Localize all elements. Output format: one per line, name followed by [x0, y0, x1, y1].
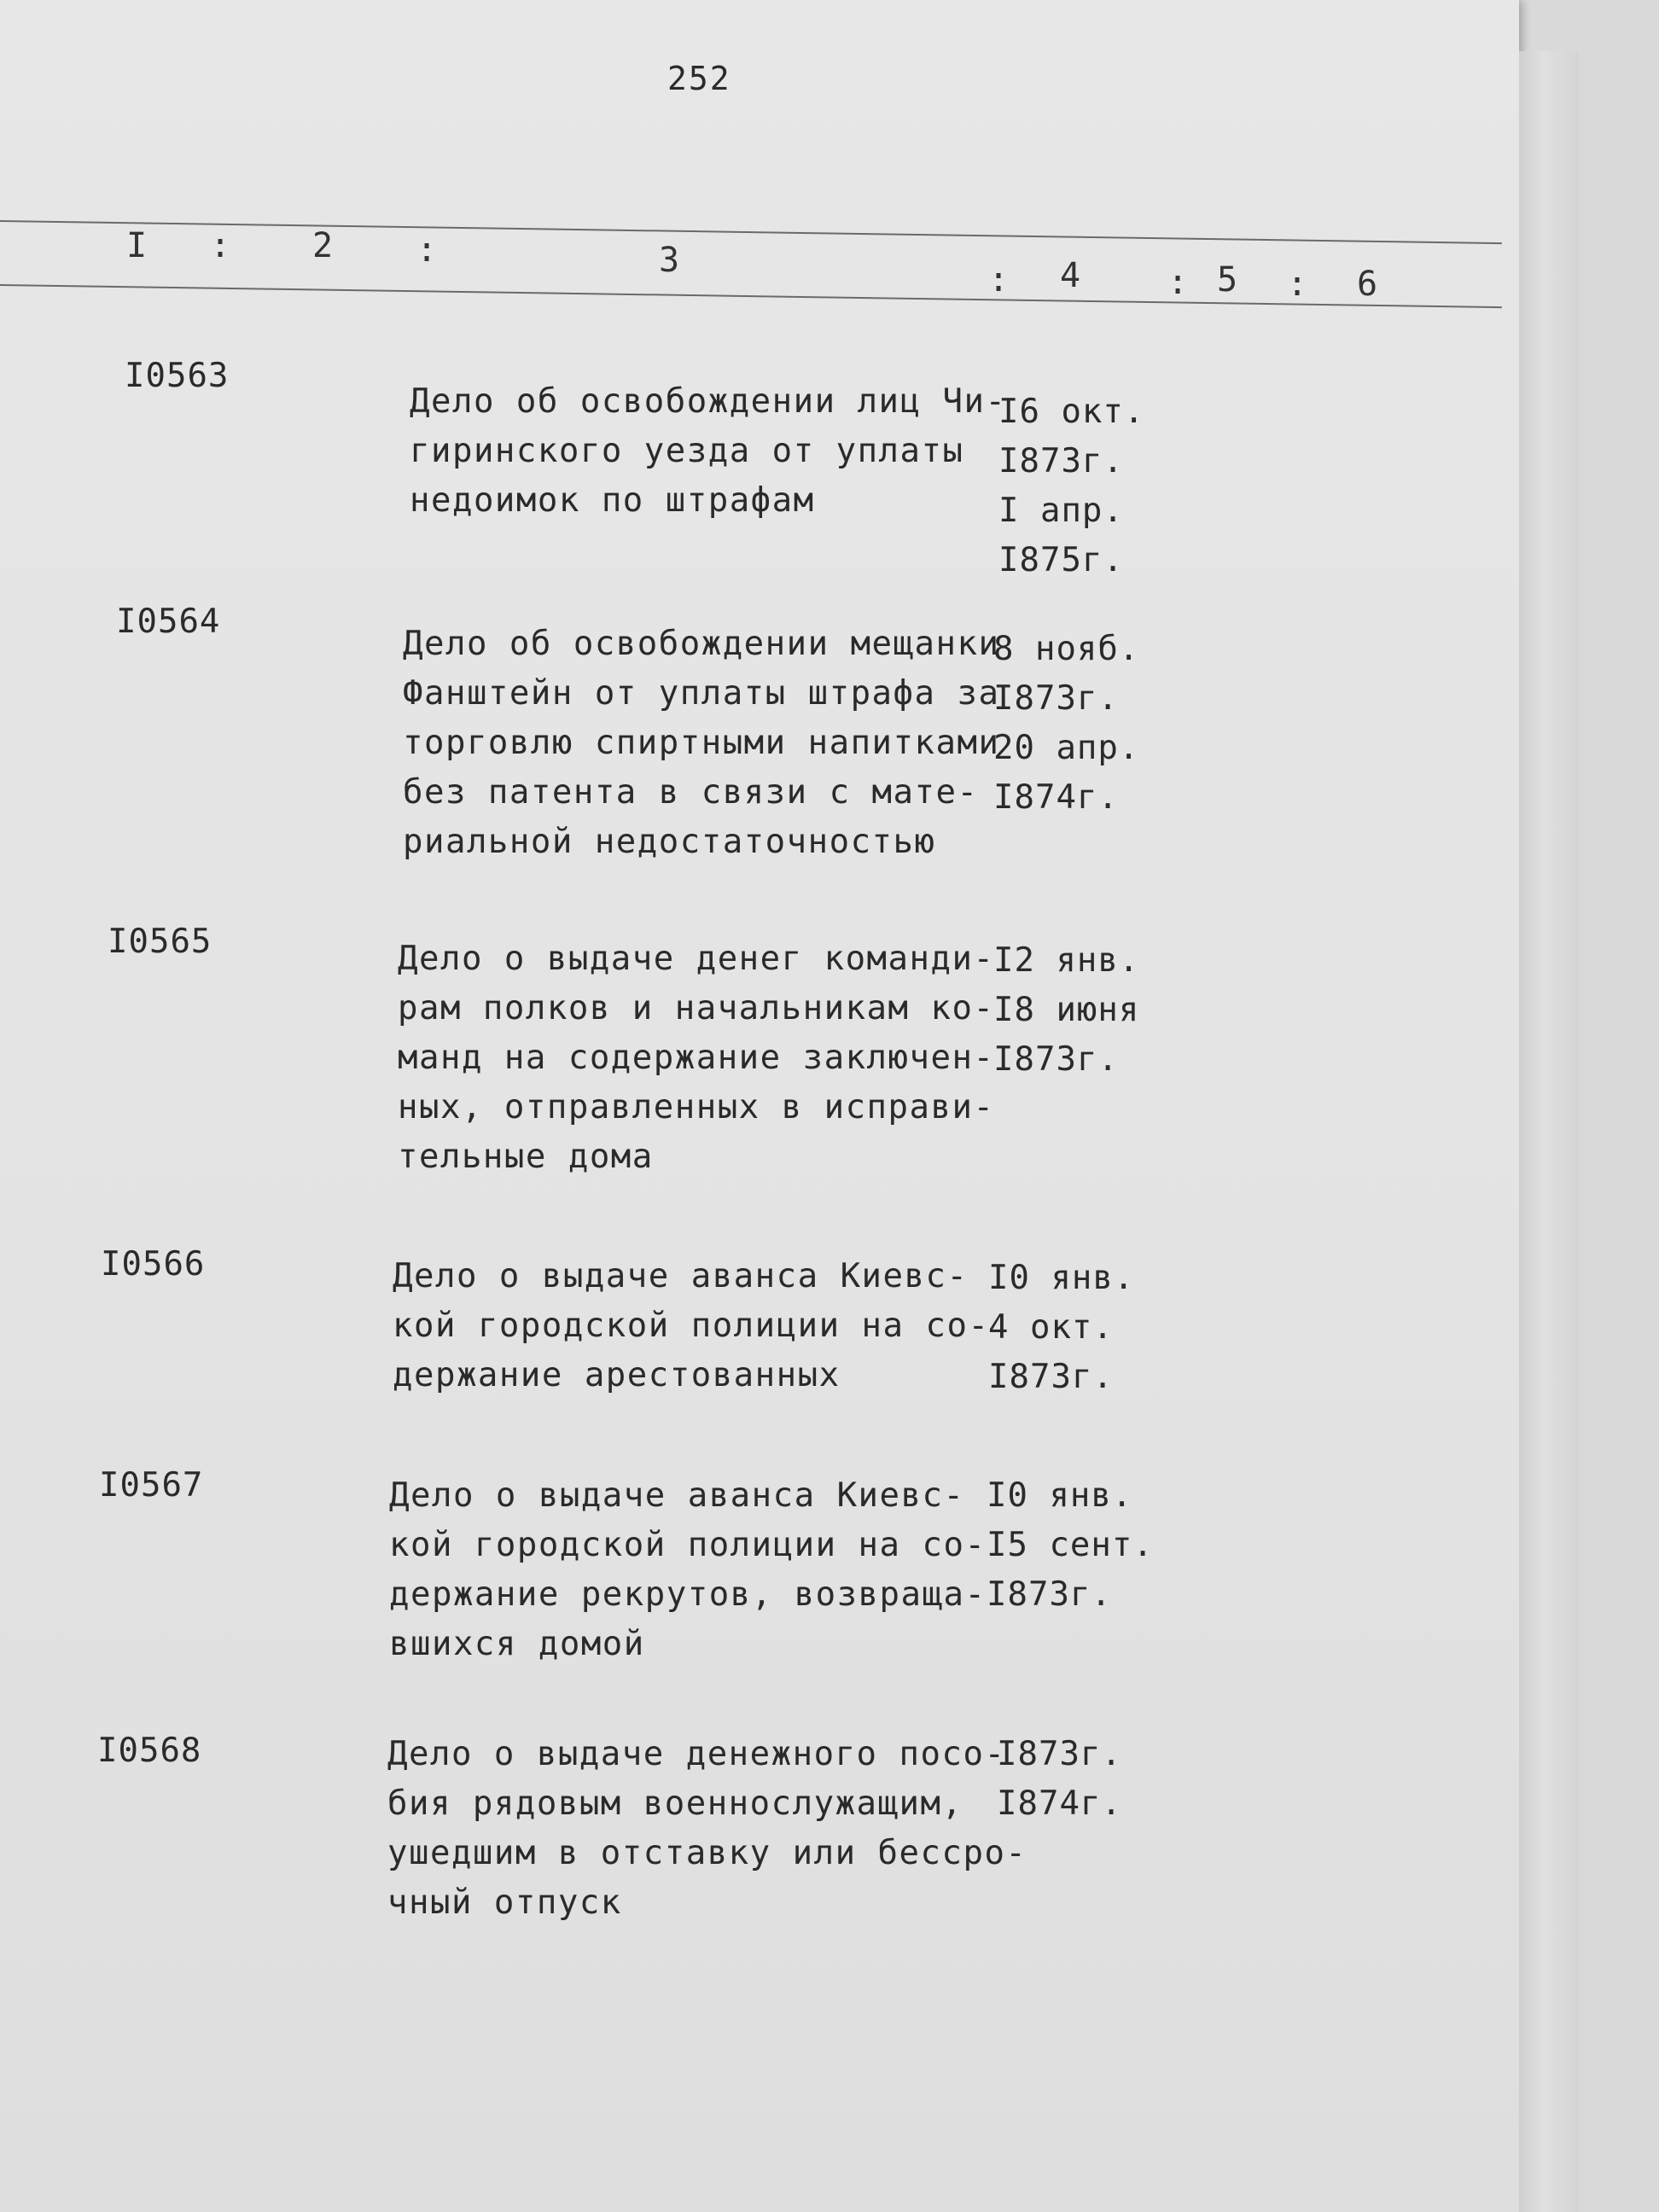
- case-dates: I6 окт. I873г. I апр. I875г.: [998, 393, 1145, 579]
- column-header-1: I: [126, 226, 148, 265]
- column-separator: :: [988, 260, 1010, 300]
- case-number: I0566: [101, 1245, 206, 1284]
- case-dates: I0 янв. 4 окт. I873г.: [988, 1259, 1135, 1396]
- case-dates: I0 янв. I5 сент. I873г.: [987, 1476, 1154, 1614]
- column-header-4: 4: [1060, 256, 1081, 295]
- column-separator: :: [210, 226, 231, 265]
- case-number: I0567: [99, 1466, 204, 1505]
- column-header-2: 2: [312, 226, 334, 265]
- page-edge-shadow: [1519, 51, 1579, 2212]
- case-title: Дело об освобождении лиц Чи- гиринского уезда от уплаты недоимок по штрафам: [410, 382, 1007, 520]
- case-number: I0568: [97, 1732, 202, 1770]
- column-header-5: 5: [1217, 260, 1238, 300]
- column-separator: :: [1167, 263, 1189, 302]
- header-rule-bottom: [0, 284, 1502, 308]
- column-separator: :: [1287, 265, 1308, 304]
- case-title: Дело о выдаче аванса Киевс- кой городской полиции на со- держание рекрутов, возвраща- вшихся домой: [389, 1476, 987, 1663]
- column-header-6: 6: [1357, 265, 1378, 304]
- case-title: Дело о выдаче денег команди- рам полков и начальникам ко- манд на содержание заключен- ных, отправленных в исправи- тельные дома: [398, 940, 995, 1176]
- case-number: I0564: [116, 602, 221, 641]
- case-title: Дело о выдаче аванса Киевс- кой городской полиции на со- держание арестованных: [393, 1257, 990, 1394]
- column-header-3: 3: [659, 241, 680, 280]
- case-dates: I2 янв. I8 июня I873г.: [993, 941, 1140, 1079]
- page-number: 252: [667, 60, 731, 97]
- case-number: I0565: [108, 923, 212, 961]
- column-separator: :: [416, 230, 438, 270]
- case-number: I0563: [125, 357, 230, 395]
- case-title: Дело о выдаче денежного посо- бия рядовым военнослужащим, ушедшим в отставку или бессро- чный отпуск: [387, 1735, 1027, 1922]
- case-dates: I873г. I874г.: [997, 1735, 1122, 1823]
- case-dates: 8 нояб. I873г. 20 апр. I874г.: [993, 630, 1140, 817]
- case-title: Дело об освобождении мещанки Фанштейн от уплаты штрафа за торговлю спиртными напитками без патента в связи с мате- риальной недостаточностью: [403, 625, 1000, 861]
